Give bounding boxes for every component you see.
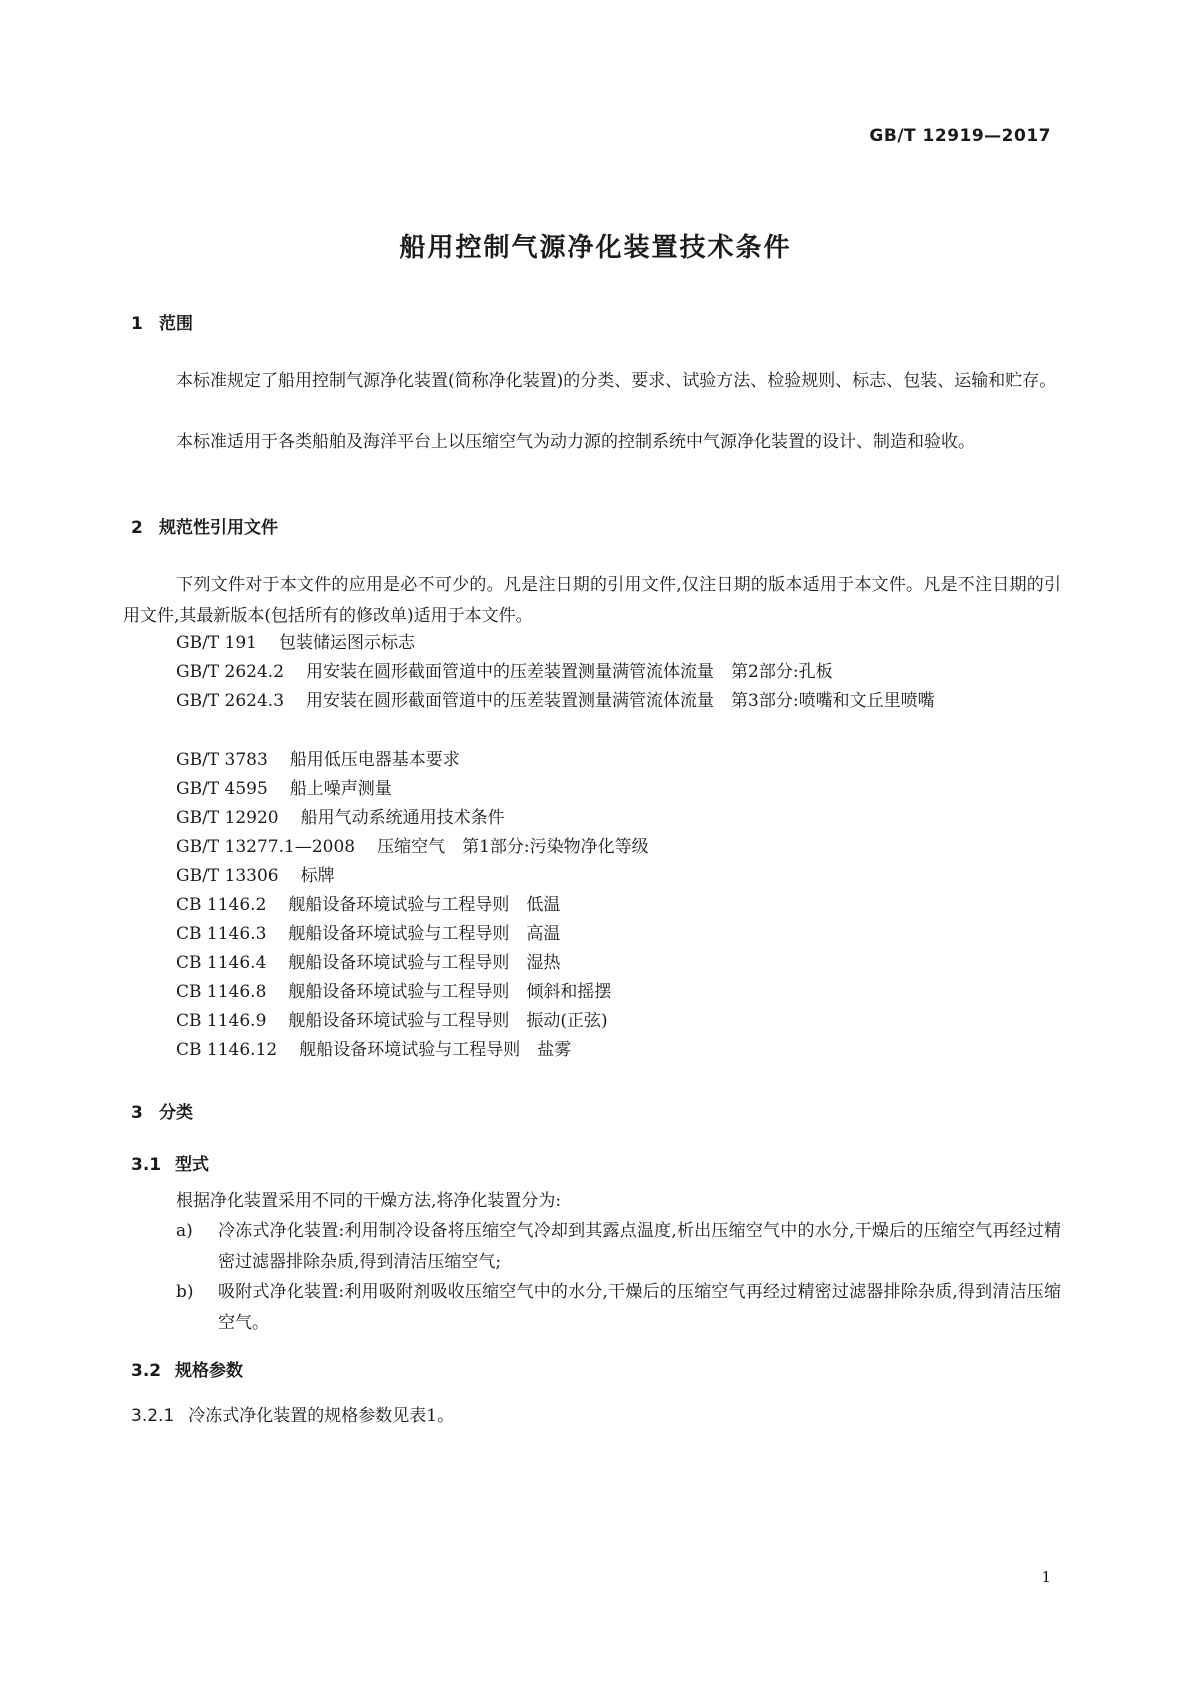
reference-item [176, 657, 833, 688]
reference-item [123, 686, 1061, 717]
reference-code: CB 1146.8 [176, 982, 267, 1002]
section-number: 1 [131, 314, 143, 334]
scope-paragraph-1 [123, 366, 1061, 397]
section-2-heading [131, 513, 278, 538]
reference-title: 舰船设备环境试验与工程导则 湿热 [288, 953, 561, 973]
subsection-3-2-heading [131, 1356, 243, 1381]
section-number: 2 [131, 518, 143, 538]
subsection-title: 规格参数 [175, 1361, 243, 1381]
list-marker: b) [176, 1282, 194, 1302]
reference-item [176, 628, 415, 659]
section-1-heading [131, 309, 193, 334]
reference-code: CB 1146.4 [176, 953, 267, 973]
reference-title: 船上噪声测量 [289, 779, 392, 799]
reference-title: 船用低压电器基本要求 [289, 750, 460, 770]
list-marker: a) [176, 1221, 193, 1241]
subsection-number: 3.1 [131, 1155, 162, 1175]
clause-text: 冷冻式净化装置的规格参数见表1。 [188, 1406, 455, 1426]
reference-title: 船用气动系统通用技术条件 [300, 808, 505, 828]
reference-code: CB 1146.2 [176, 895, 267, 915]
reference-item [176, 803, 505, 834]
clause-number: 3.2.1 [131, 1406, 175, 1426]
reference-title: 用安装在圆形截面管道中的压差装置测量满管流体流量 第2部分:孔板 [306, 662, 833, 682]
subsection-number: 3.2 [131, 1361, 162, 1381]
reference-item [176, 861, 335, 892]
section-number: 3 [131, 1103, 143, 1123]
reference-code: CB 1146.12 [176, 1040, 278, 1060]
reference-item [176, 832, 649, 863]
reference-item [176, 948, 560, 979]
reference-title: 舰船设备环境试验与工程导则 振动(正弦) [288, 1011, 608, 1031]
reference-code: GB/T 4595 [176, 779, 268, 799]
reference-title: 标牌 [300, 866, 335, 886]
standard-number: GB/T 12919—2017 [869, 126, 1051, 146]
list-text: 冷冻式净化装置:利用制冷设备将压缩空气冷却到其露点温度,析出压缩空气中的水分,干燥后的压缩空气再经过精密过滤器排除杂质,得到清洁压缩空气; [218, 1221, 1061, 1272]
reference-item [176, 1006, 608, 1037]
reference-code: GB/T 2624.2 [176, 662, 285, 682]
paragraph-text: 本标准适用于各类船舶及海洋平台上以压缩空气为动力源的控制系统中气源净化装置的设计、制造和验收。 [176, 432, 975, 452]
reference-item [176, 977, 611, 1008]
reference-item [176, 890, 560, 921]
normative-intro [123, 570, 1061, 632]
section-3-heading [131, 1098, 193, 1123]
list-text: 吸附式净化装置:利用吸附剂吸收压缩空气中的水分,干燥后的压缩空气再经过精密过滤器排除杂质,得到清洁压缩空气。 [218, 1282, 1061, 1333]
clause-3-2-1 [131, 1401, 454, 1426]
reference-item [176, 919, 560, 950]
section-title: 范围 [159, 314, 193, 334]
reference-code: CB 1146.3 [176, 924, 267, 944]
page-number: 1 [1041, 1568, 1051, 1586]
reference-title: 舰船设备环境试验与工程导则 盐雾 [299, 1040, 572, 1060]
list-item-a [176, 1216, 1061, 1278]
reference-title: 用安装在圆形截面管道中的压差装置测量满管流体流量 第3部分:喷嘴和文丘里喷嘴 [306, 691, 935, 711]
reference-code: GB/T 3783 [176, 750, 268, 770]
reference-code: GB/T 12920 [176, 808, 279, 828]
reference-code: GB/T 13277.1—2008 [176, 837, 356, 857]
reference-title: 包装储运图示标志 [279, 633, 415, 653]
paragraph-text: 本标准规定了船用控制气源净化装置(简称净化装置)的分类、要求、试验方法、检验规则、标志、包装、运输和贮存。 [176, 371, 1057, 391]
section-title: 分类 [159, 1103, 193, 1123]
reference-code: CB 1146.9 [176, 1011, 267, 1031]
subsection-3-1-heading [131, 1150, 209, 1175]
section-title: 规范性引用文件 [159, 518, 278, 538]
reference-title: 压缩空气 第1部分:污染物净化等级 [377, 837, 649, 857]
paragraph-text: 根据净化装置采用不同的干燥方法,将净化装置分为: [176, 1191, 562, 1211]
paragraph-text: 下列文件对于本文件的应用是必不可少的。凡是注日期的引用文件,仅注日期的版本适用于本文件。凡是不注日期的引用文件,其最新版本(包括所有的修改单)适用于本文件。 [123, 575, 1061, 626]
subsection-title: 型式 [175, 1155, 209, 1175]
reference-item [176, 774, 392, 805]
types-intro [123, 1186, 1061, 1217]
reference-title: 舰船设备环境试验与工程导则 低温 [288, 895, 561, 915]
scope-paragraph-2 [123, 427, 1061, 458]
document-title: 船用控制气源净化装置技术条件 [399, 233, 792, 263]
reference-code: GB/T 191 [176, 633, 257, 653]
reference-item [176, 1035, 571, 1066]
reference-item [176, 745, 460, 776]
list-item-b [176, 1277, 1061, 1339]
reference-title: 舰船设备环境试验与工程导则 倾斜和摇摆 [288, 982, 612, 1002]
reference-code: GB/T 13306 [176, 866, 279, 886]
reference-title: 舰船设备环境试验与工程导则 高温 [288, 924, 561, 944]
reference-code: GB/T 2624.3 [176, 691, 285, 711]
